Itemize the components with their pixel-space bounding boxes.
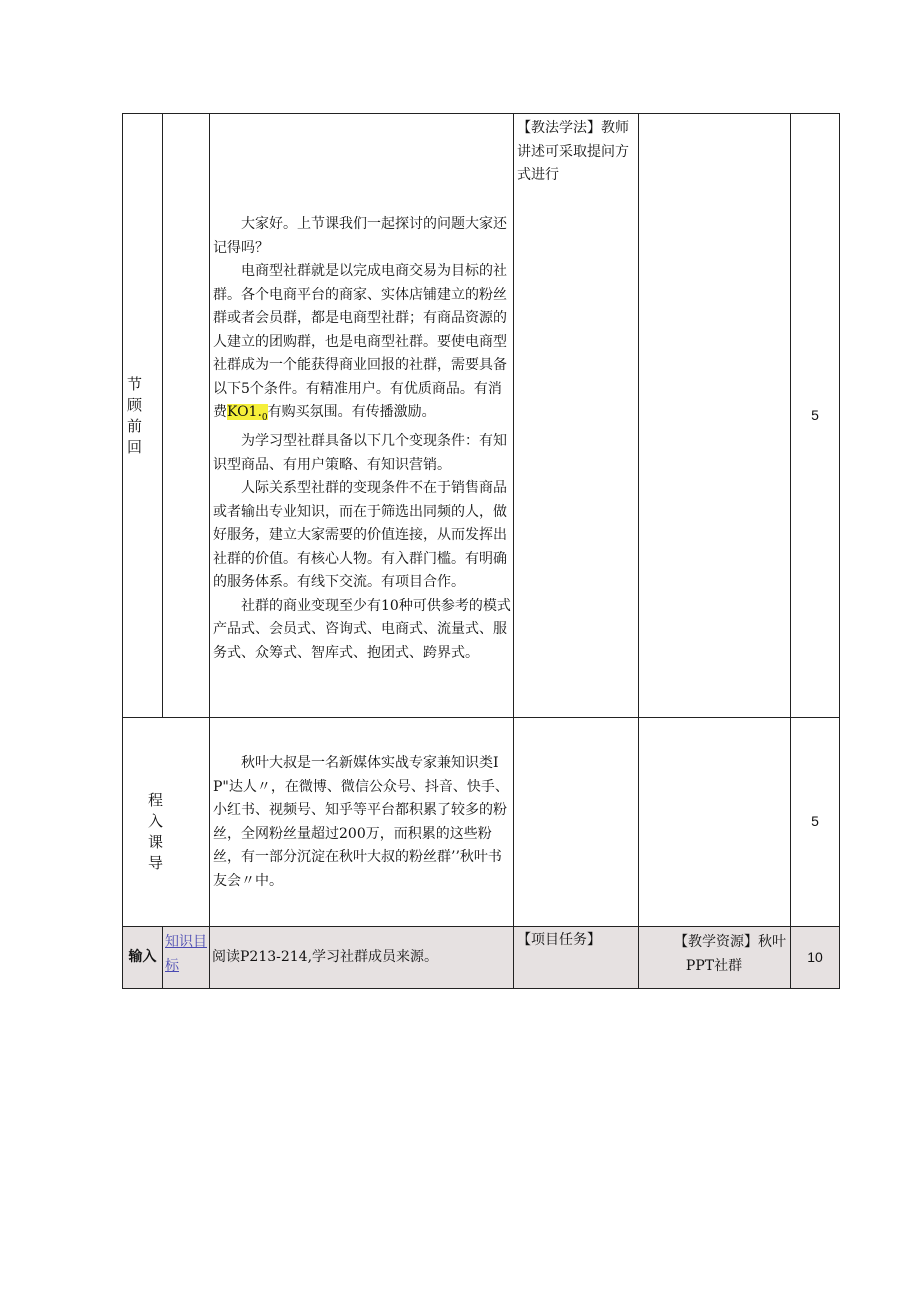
knowledge-goal-link-cell	[163, 927, 210, 989]
review-method-cell	[514, 114, 639, 718]
intro-duration: 5	[811, 813, 819, 830]
knowledge-goal-link[interactable]: 知识目标	[165, 934, 207, 974]
input-duration-cell	[791, 927, 840, 989]
teaching-resource-cell	[639, 927, 791, 989]
review-duration-cell	[791, 114, 840, 718]
intro-duration-cell	[791, 718, 840, 927]
intro-method-cell	[514, 718, 639, 927]
table-row-review	[123, 114, 840, 718]
review-paragraph: 大家好。上节课我们一起探讨的问题大家还记得吗？	[213, 216, 507, 256]
review-section-label: 节顾前回	[127, 374, 143, 456]
intro-content-cell	[210, 718, 514, 927]
review-paragraph: 人际关系型社群的变现条件不在于销售商品或者输出专业知识，而在于筛选出同频的人，做好服务，建立大家需要的价值连接，从而发挥出社群的价值。有核心人物。有入群门槛。有明确的服务体系。有线下交流。有项目合作。	[213, 480, 507, 591]
review-paragraph-tail: 有购买氛围。有传播激励。	[267, 404, 436, 420]
lesson-plan-table	[122, 113, 840, 989]
input-section-label-cell	[123, 927, 163, 989]
table-row-input	[123, 927, 840, 989]
review-content-cell	[210, 114, 514, 718]
intro-section-label: 程入课导	[148, 791, 164, 872]
highlighted-text-main: KO1.	[227, 404, 262, 420]
input-content-text: 阅读P213-214,学习社群成员来源。	[212, 948, 439, 965]
teaching-resource-line1: 【教学资源】秋叶	[674, 934, 786, 950]
project-task-text: 【项目任务】	[517, 932, 601, 948]
review-paragraph: 为学习型社群具备以下几个变现条件：有知识型商品、有用户策略、有知识营销。	[213, 433, 507, 473]
review-method-text: 【教法学法】教师讲述可采取提问方式进行	[517, 120, 629, 183]
input-section-label: 输入	[128, 948, 157, 965]
review-paragraph	[213, 260, 511, 430]
intro-paragraph: 秋叶大叔是一名新媒体实战专家兼知识类IP"达人〃，在微博、微信公众号、抖音、快手、小红书、视频号、知乎等平台都积累了较多的粉丝，全网粉丝量超过200万，而积累的这些粉丝，有一部分沉淀在秋叶大叔的粉丝群’’秋叶书友会〃中。	[213, 755, 509, 889]
table-row-intro	[123, 718, 840, 927]
intro-resource-cell	[639, 718, 791, 927]
review-content	[213, 213, 511, 665]
review-paragraph-text: 电商型社群就是以完成电商交易为目标的社群。各个电商平台的商家、实体店铺建立的粉丝群或者会员群，都是电商型社群；有商品资源的人建立的团购群，也是电商型社群。要使电商型社群成为一个能获得商业回报的社群，需要具备以下5个条件。有精准用户。有优质商品。有消费	[213, 263, 507, 420]
intro-section-label-cell	[123, 718, 210, 927]
review-resource-cell	[639, 114, 791, 718]
review-paragraph: 社群的商业变现至少有10种可供参考的模式 产品式、会员式、咨询式、电商式、流量式、服务式、众筹式、智库式、抱团式、跨界式。	[213, 597, 511, 661]
teaching-resource-line2: PPT社群	[685, 958, 743, 974]
highlighted-text	[227, 404, 268, 423]
project-task-cell	[514, 927, 639, 989]
highlighted-text-sub: 0	[261, 412, 268, 423]
input-duration: 10	[807, 948, 823, 965]
review-section-label-cell	[123, 114, 163, 718]
review-empty-cell	[163, 114, 210, 718]
review-duration: 5	[811, 406, 819, 423]
intro-content	[213, 752, 511, 893]
input-content-cell	[210, 927, 514, 989]
